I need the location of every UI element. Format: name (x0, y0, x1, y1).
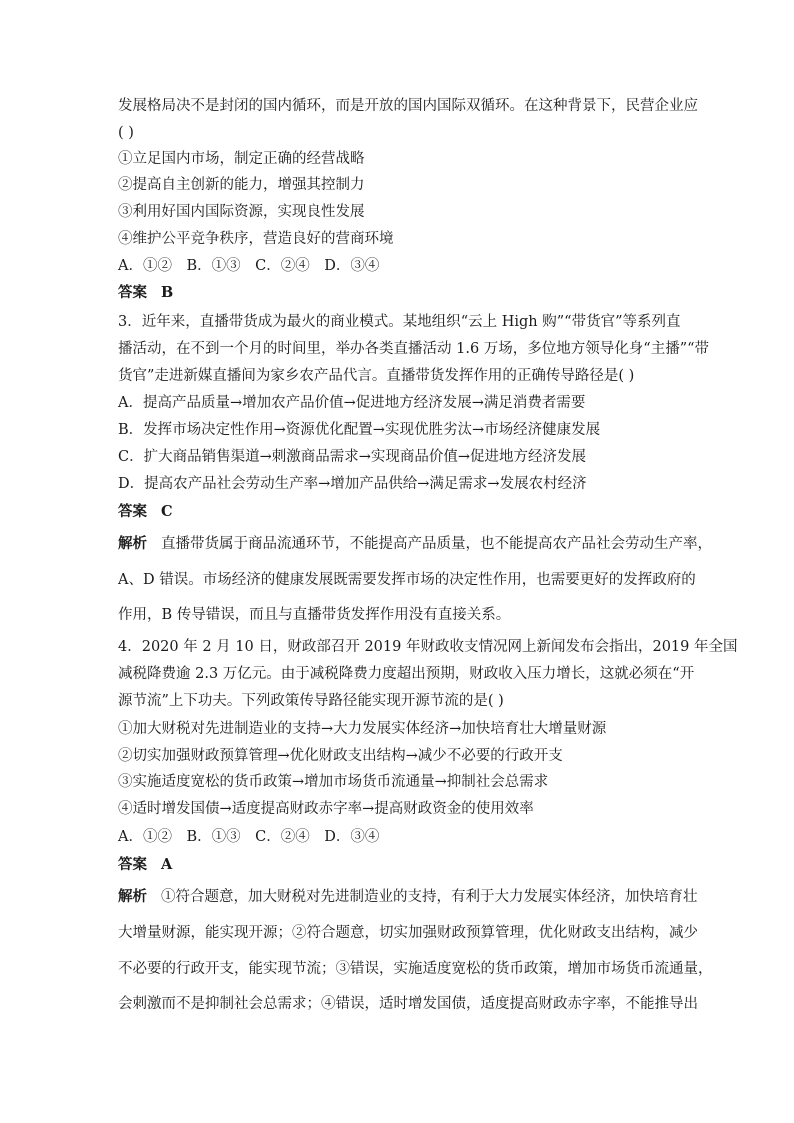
q2-option-3: ③利用好国内国际资源，实现良性发展 (118, 204, 365, 220)
analysis-label: 解析 (118, 535, 147, 552)
answer-value: C (161, 503, 173, 520)
q4-analysis-line-1 (118, 887, 698, 907)
q2-answer-paren: ( ) (118, 125, 134, 141)
q4-option-1: ①加大财税对先进制造业的支持→大力发展实体经济→加快培育壮大增量财源 (118, 721, 607, 737)
q4-option-2: ②切实加强财政预算管理→优化财政支出结构→减少不必要的行政开支 (118, 748, 563, 764)
answer-label: 答案 (118, 856, 147, 873)
q2-choices: A．①② B．①③ C．②④ D．③④ (118, 258, 380, 274)
q4-stem-line-1: 4．2020 年 2 月 10 日，财政部召开 2019 年财政收支情况网上新闻发布会指出，2019 年全国 (118, 639, 738, 655)
q3-option-c: C．扩大商品销售渠道→刺激商品需求→实现商品价值→促进地方经济发展 (118, 449, 587, 465)
q3-option-a: A．提高产品质量→增加农产品价值→促进地方经济发展→满足消费者需要 (118, 395, 586, 411)
analysis-label: 解析 (118, 888, 147, 905)
q4-option-3: ③实施适度宽松的货币政策→增加市场货币流通量→抑制社会总需求 (118, 774, 549, 790)
analysis-text: 直播带货属于商品流通环节，不能提高产品质量，也不能提高农产品社会劳动生产率， (161, 536, 712, 552)
answer-label: 答案 (118, 284, 147, 301)
analysis-text: ①符合题意，加大财税对先进制造业的支持，有利于大力发展实体经济，加快培育壮 (161, 889, 698, 905)
q4-stem-line-2: 减税降费逾 2.3 万亿元。由于减税降费力度超出预期，财政收入压力增长，这就必须在“开 (118, 666, 695, 682)
q3-analysis-line-2: A、D 错误。市场经济的健康发展既需要发挥市场的决定性作用，也需要更好的发挥政府的 (118, 572, 696, 588)
q4-analysis-line-4: 会刺激而不是抑制社会总需求；④错误，适时增发国债，适度提高财政赤字率，不能推导出 (118, 996, 698, 1012)
q2-answer (118, 283, 173, 303)
q4-analysis-line-3: 不必要的行政开支，能实现节流；③错误，实施适度宽松的货币政策，增加市场货币流通量， (118, 961, 713, 977)
q4-choices: A．①② B．①③ C．②④ D．③④ (118, 829, 380, 845)
q3-option-b: B．发挥市场决定性作用→资源优化配置→实现优胜劣汰→市场经济健康发展 (118, 422, 601, 438)
q4-answer (118, 855, 172, 875)
q4-stem-line-3: 源节流”上下功夫。下列政策传导路径能实现开源节流的是( ) (118, 693, 504, 709)
q3-option-d: D．提高农产品社会劳动生产率→增加产品供给→满足需求→发展农村经济 (118, 476, 587, 492)
q3-answer (118, 502, 173, 522)
answer-value: A (161, 856, 173, 873)
q2-stem-line: 发展格局决不是封闭的国内循环，而是开放的国内国际双循环。在这种背景下，民营企业应 (118, 98, 698, 114)
q2-option-4: ④维护公平竞争秩序，营造良好的营商环境 (118, 231, 394, 247)
q2-option-2: ②提高自主创新的能力，增强其控制力 (118, 177, 365, 193)
answer-label: 答案 (118, 503, 147, 520)
q4-option-4: ④适时增发国债→适度提高财政赤字率→提高财政资金的使用效率 (118, 801, 534, 817)
q3-stem-line-1: 3．近年来，直播带货成为最火的商业模式。某地组织“云上 High 购”“带货官”等系列直 (118, 314, 681, 330)
answer-value: B (161, 284, 174, 301)
q2-option-1: ①立足国内市场，制定正确的经营战略 (118, 151, 365, 167)
q3-analysis-line-1 (118, 534, 712, 554)
q3-analysis-line-3: 作用，B 传导错误，而且与直播带货发挥作用没有直接关系。 (118, 607, 511, 623)
q3-stem-line-3: 货官”走进新媒直播间为家乡农产品代言。直播带货发挥作用的正确传导路径是( ) (118, 368, 635, 384)
q3-stem-line-2: 播活动，在不到一个月的时间里，举办各类直播活动 1.6 万场，多位地方领导化身“主播”“带 (118, 341, 710, 357)
q4-analysis-line-2: 大增量财源，能实现开源；②符合题意，切实加强财政预算管理，优化财政支出结构，减少 (118, 925, 698, 941)
